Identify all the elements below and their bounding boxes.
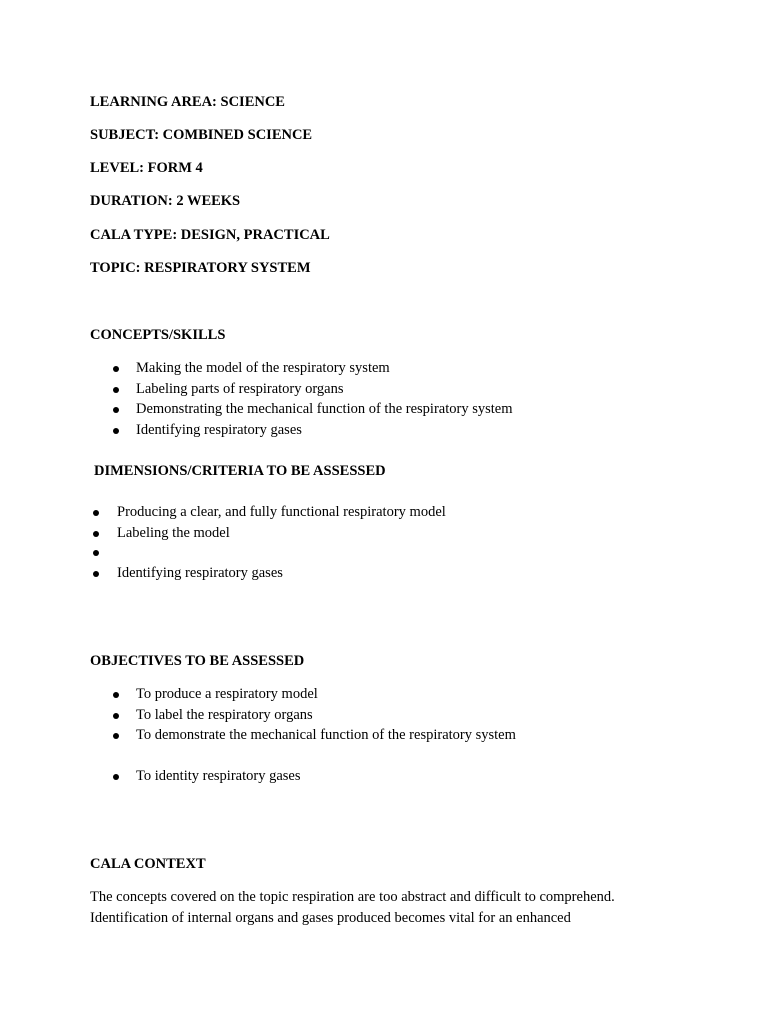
objectives-item: To demonstrate the mechanical function of the respiratory system <box>136 727 516 743</box>
context-heading: CALA CONTEXT <box>90 856 206 872</box>
cala-type-line: CALA TYPE: DESIGN, PRACTICAL <box>90 227 330 243</box>
topic-line: TOPIC: RESPIRATORY SYSTEM <box>90 260 311 276</box>
bullet-icon <box>113 733 119 739</box>
objectives-item: To identity respiratory gases <box>136 768 301 784</box>
bullet-icon <box>113 407 119 413</box>
concepts-item: Labeling parts of respiratory organs <box>136 381 344 397</box>
bullet-icon <box>113 387 119 393</box>
bullet-icon <box>113 692 119 698</box>
dimensions-item: Identifying respiratory gases <box>117 565 283 581</box>
learning-area-line: LEARNING AREA: SCIENCE <box>90 94 285 110</box>
duration-line: DURATION: 2 WEEKS <box>90 193 241 209</box>
concepts-heading: CONCEPTS/SKILLS <box>90 327 226 343</box>
objectives-item: To label the respiratory organs <box>136 707 313 723</box>
dimensions-item: Producing a clear, and fully functional respiratory model <box>117 504 446 520</box>
bullet-icon <box>93 550 99 556</box>
concepts-item: Identifying respiratory gases <box>136 422 302 438</box>
concepts-item: Demonstrating the mechanical function of the respiratory system <box>136 401 513 417</box>
bullet-icon <box>113 713 119 719</box>
objectives-heading: OBJECTIVES TO BE ASSESSED <box>90 653 305 669</box>
bullet-icon <box>113 774 119 780</box>
objectives-item: To produce a respiratory model <box>136 686 318 702</box>
level-line: LEVEL: FORM 4 <box>90 160 203 176</box>
bullet-icon <box>93 510 99 516</box>
dimensions-heading: DIMENSIONS/CRITERIA TO BE ASSESSED <box>94 463 386 479</box>
bullet-icon <box>113 428 119 434</box>
bullet-icon <box>93 571 99 577</box>
concepts-item: Making the model of the respiratory system <box>136 360 390 376</box>
bullet-icon <box>113 366 119 372</box>
subject-line: SUBJECT: COMBINED SCIENCE <box>90 127 313 143</box>
dimensions-item: Labeling the model <box>117 525 230 541</box>
bullet-icon <box>93 531 99 537</box>
context-paragraph: The concepts covered on the topic respiration are too abstract and difficult to comprehend. Identification of internal organs and gases produced becomes vital for an enhanced <box>90 889 615 926</box>
